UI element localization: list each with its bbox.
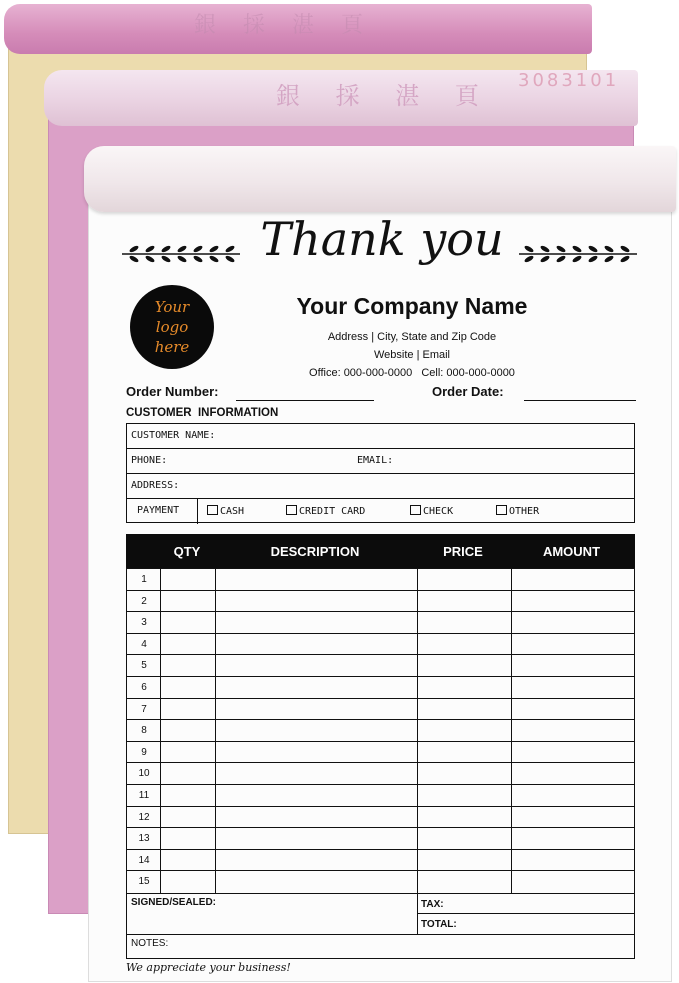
appreciation-note: We appreciate your business! [126,961,291,974]
row-number: 4 [141,638,147,650]
table-row[interactable] [127,655,634,677]
top-binding-roll [84,146,676,212]
payment-option-cash[interactable]: CASH [207,505,244,517]
checkbox-icon[interactable] [207,505,218,515]
table-row[interactable] [127,828,634,850]
total-label: TOTAL: [421,919,457,930]
payment-option-other[interactable]: OTHER [496,505,539,517]
payment-row [127,499,634,524]
table-row[interactable] [127,763,634,785]
row-number: 5 [141,660,147,672]
left-laurel-ornament-icon [120,244,242,264]
column-header-description: DESCRIPTION [270,544,360,559]
customer-name-row[interactable] [127,424,634,449]
middle-binding-roll [44,70,638,126]
row-number: 13 [138,833,150,845]
order-number-field[interactable] [236,400,374,401]
table-row[interactable] [127,785,634,807]
phone-label: PHONE: [131,455,168,466]
items-table-header [126,534,635,568]
middle-roll-serial-number: 3083101 [518,70,620,91]
column-header-amount: AMOUNT [542,544,601,559]
logo-placeholder [130,285,214,369]
table-row[interactable] [127,569,634,591]
payment-option-check[interactable]: CHECK [410,505,453,517]
customer-info-box [126,423,635,523]
company-name: Your Company Name [296,293,528,319]
row-number: 3 [141,617,147,629]
totals-box [126,893,635,959]
tax-total-divider [417,913,634,914]
table-row[interactable] [127,720,634,742]
signed-sealed-label: SIGNED/SEALED: [131,897,217,908]
table-row[interactable] [127,850,634,872]
row-number: 1 [141,574,147,585]
email-label: EMAIL: [357,455,394,466]
table-row[interactable] [127,612,634,634]
company-web-email: Website | Email [373,349,450,361]
customer-name-label: CUSTOMER NAME: [131,430,216,441]
checkbox-icon[interactable] [496,505,507,515]
payment-option-credit-card[interactable]: CREDIT CARD [286,505,365,517]
row-number: 11 [138,790,150,801]
order-number-label: Order Number: [126,384,219,399]
row-number: 10 [138,768,150,780]
table-row[interactable] [127,807,634,829]
order-date-label: Order Date: [432,384,504,399]
payment-label: PAYMENT [137,505,180,516]
notes-label: NOTES: [131,938,169,949]
thank-you-heading: Thank you [260,212,504,266]
table-row[interactable] [127,742,634,764]
row-number: 2 [141,595,147,607]
company-address: Address | City, State and Zip Code [327,331,497,343]
company-phone: Office: 000-000-0000 Cell: 000-000-0000 [309,367,515,379]
row-number: 12 [138,811,150,823]
row-number: 6 [141,682,147,693]
items-table-body [126,568,635,894]
table-row[interactable] [127,634,634,656]
table-row[interactable] [127,871,634,893]
row-number: 7 [141,703,147,715]
totals-divider [417,894,418,934]
row-number: 15 [138,876,150,888]
row-number: 8 [141,725,147,737]
logo-placeholder-text: Your logo here [154,298,190,356]
order-date-field[interactable] [524,400,636,401]
address-row[interactable] [127,474,634,499]
middle-roll-watermark: 銀 採 湛 頁 [276,82,493,110]
address-label: ADDRESS: [131,480,180,491]
checkbox-icon[interactable] [286,505,297,515]
right-laurel-ornament-icon [517,244,639,264]
notes-divider [127,934,634,935]
tax-label: TAX: [421,899,444,910]
row-number: 14 [138,854,150,866]
checkbox-icon[interactable] [410,505,421,515]
column-header-qty: QTY [173,544,201,559]
column-header-price: PRICE [443,544,483,559]
customer-info-title: CUSTOMER INFORMATION [126,407,279,419]
phone-email-row[interactable] [127,449,634,474]
row-number: 9 [141,746,147,758]
payment-divider [197,499,198,524]
back-roll-watermark: 銀 採 湛 頁 [194,13,373,38]
back-binding-roll [4,4,592,54]
table-row[interactable] [127,591,634,613]
table-row[interactable] [127,699,634,721]
table-row[interactable] [127,677,634,699]
